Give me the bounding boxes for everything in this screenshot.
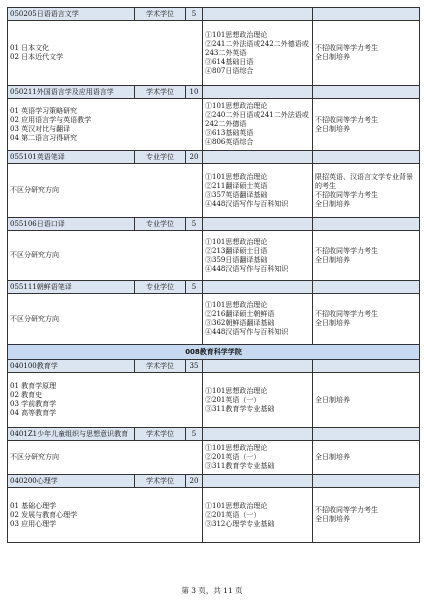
remarks-cell bbox=[313, 441, 420, 475]
major-code-name: 050205日语语言文学 bbox=[8, 8, 135, 21]
exam-subject: ②211翻译硕士英语 bbox=[205, 181, 268, 190]
exam-subject: ③311教育学专业基础 bbox=[205, 462, 275, 470]
major-code-name: 055106日语口译 bbox=[8, 218, 135, 231]
major-header-row bbox=[8, 151, 420, 164]
major-detail-row bbox=[8, 231, 420, 281]
exam-subject: ②213翻译硕士日语 bbox=[205, 246, 268, 255]
remarks-cell bbox=[313, 164, 420, 218]
remark-line: 全日制培养 bbox=[315, 124, 350, 133]
remark-line: 全日制培养 bbox=[315, 395, 350, 404]
exam-subjects-cell bbox=[203, 21, 313, 86]
major-detail-row bbox=[8, 488, 420, 543]
major-code-name: 055101英语笔译 bbox=[8, 151, 135, 164]
major-header-row bbox=[8, 281, 420, 294]
enrollment-quota: 35 bbox=[186, 360, 203, 373]
remarks-cell bbox=[313, 373, 420, 428]
research-direction: 01 基础心理学 bbox=[10, 501, 57, 510]
major-detail-row bbox=[8, 373, 420, 428]
research-direction: 不区分研究方向 bbox=[10, 251, 59, 259]
remark-line: 不招收同等学力考生 bbox=[315, 44, 378, 52]
research-directions-cell bbox=[8, 294, 203, 345]
exam-subject: ③362朝鲜语翻译基础 bbox=[205, 319, 275, 327]
exam-subject: ③357英语翻译基础 bbox=[205, 190, 268, 199]
exam-subject: ①101思想政治理论 bbox=[205, 301, 268, 309]
major-code-name: 055111朝鲜语笔译 bbox=[8, 281, 135, 294]
exam-subject: ②241二外法语或242二外德语或243二外英语 bbox=[205, 39, 309, 57]
degree-type: 学术学位 bbox=[135, 428, 186, 441]
major-header-blank-remarks bbox=[313, 8, 420, 21]
major-header-blank-remarks bbox=[313, 281, 420, 294]
exam-subject: ③613基础英语 bbox=[205, 129, 254, 137]
major-detail-row bbox=[8, 441, 420, 475]
major-header-blank-subjects bbox=[203, 218, 313, 231]
major-header-row bbox=[8, 428, 420, 441]
catalog-body bbox=[8, 8, 420, 543]
research-direction: 02 应用语言学与英语教学 bbox=[10, 115, 92, 124]
remark-line: 全日制培养 bbox=[315, 53, 350, 61]
remark-line: 不招收同等学力考生 bbox=[315, 190, 378, 199]
school-section-row bbox=[8, 345, 420, 360]
exam-subject: ③359日语翻译基础 bbox=[205, 255, 268, 264]
admissions-catalog-table bbox=[7, 7, 420, 543]
research-direction: 02 日本近代文学 bbox=[10, 53, 64, 61]
remarks-cell bbox=[313, 488, 420, 543]
remark-line: 不招收同等学力考生 bbox=[315, 115, 378, 124]
major-detail-row bbox=[8, 99, 420, 151]
major-header-blank-subjects bbox=[203, 475, 313, 488]
exam-subject: ④448汉语写作与百科知识 bbox=[205, 264, 289, 273]
major-detail-row bbox=[8, 164, 420, 218]
enrollment-quota: 5 bbox=[186, 428, 203, 441]
remark-line: 全日制培养 bbox=[315, 319, 350, 327]
major-header-row bbox=[8, 475, 420, 488]
research-direction: 04 第二语言习得研究 bbox=[10, 133, 78, 142]
enrollment-quota: 20 bbox=[186, 475, 203, 488]
enrollment-quota: 5 bbox=[186, 218, 203, 231]
exam-subject: ①101思想政治理论 bbox=[205, 102, 268, 110]
exam-subject: ②216翻译硕士朝鲜语 bbox=[205, 310, 275, 318]
exam-subject: ①101思想政治理论 bbox=[205, 237, 268, 246]
exam-subject: ③614基础日语 bbox=[205, 57, 254, 66]
research-direction: 不区分研究方向 bbox=[10, 453, 59, 461]
exam-subject: ④448汉语写作与百科知识 bbox=[205, 328, 289, 336]
research-directions-cell bbox=[8, 231, 203, 281]
remark-line: 不招收同等学力考生 bbox=[315, 246, 378, 255]
major-header-blank-subjects bbox=[203, 428, 313, 441]
research-directions-cell bbox=[8, 373, 203, 428]
page-footer: 第 3 页，共 11 页 bbox=[181, 586, 243, 595]
exam-subject: ②201英语（一） bbox=[205, 395, 261, 404]
remark-line: 全日制培养 bbox=[315, 453, 350, 461]
exam-subject: ①101思想政治理论 bbox=[205, 172, 268, 181]
exam-subject: ②201英语（一） bbox=[205, 510, 261, 519]
degree-type: 专业学位 bbox=[135, 218, 186, 231]
major-code-name: 0401Z1少年儿童组织与思想意识教育 bbox=[8, 428, 135, 441]
exam-subject: ③312心理学专业基础 bbox=[205, 519, 275, 528]
major-header-blank-subjects bbox=[203, 281, 313, 294]
enrollment-quota: 10 bbox=[186, 86, 203, 99]
major-header-row bbox=[8, 8, 420, 21]
major-header-blank-remarks bbox=[313, 218, 420, 231]
research-directions-cell bbox=[8, 99, 203, 151]
exam-subjects-cell bbox=[203, 294, 313, 345]
major-header-blank-remarks bbox=[313, 86, 420, 99]
research-direction: 01 日本文化 bbox=[10, 44, 50, 52]
research-direction: 03 英汉对比与翻译 bbox=[10, 124, 71, 133]
remarks-cell bbox=[313, 231, 420, 281]
exam-subjects-cell bbox=[203, 373, 313, 428]
remarks-cell bbox=[313, 21, 420, 86]
research-direction: 不区分研究方向 bbox=[10, 186, 59, 194]
exam-subject: ④806英语综合 bbox=[205, 138, 254, 146]
major-header-row bbox=[8, 86, 420, 99]
research-directions-cell bbox=[8, 488, 203, 543]
exam-subjects-cell bbox=[203, 441, 313, 475]
remarks-cell bbox=[313, 99, 420, 151]
remark-line: 不招收同等学力考生 bbox=[315, 506, 378, 514]
major-header-row bbox=[8, 218, 420, 231]
research-direction: 不区分研究方向 bbox=[10, 314, 59, 323]
enrollment-quota: 20 bbox=[186, 151, 203, 164]
exam-subject: ①101思想政治理论 bbox=[205, 386, 268, 395]
exam-subject: ②240二外日语或241二外法语或242二外德语 bbox=[205, 111, 309, 128]
enrollment-quota: 5 bbox=[186, 281, 203, 294]
exam-subjects-cell bbox=[203, 99, 313, 151]
exam-subject: ④448汉语写作与百科知识 bbox=[205, 199, 289, 208]
exam-subjects-cell bbox=[203, 231, 313, 281]
research-direction: 01 英语学习策略研究 bbox=[10, 106, 78, 115]
major-detail-row bbox=[8, 21, 420, 86]
exam-subject: ①101思想政治理论 bbox=[205, 30, 268, 39]
research-directions-cell bbox=[8, 164, 203, 218]
major-header-blank-remarks bbox=[313, 151, 420, 164]
major-header-blank-subjects bbox=[203, 86, 313, 99]
research-direction: 01 教育学原理 bbox=[10, 382, 57, 390]
major-header-blank-remarks bbox=[313, 475, 420, 488]
exam-subject: ①101思想政治理论 bbox=[205, 444, 268, 452]
research-direction: 02 教育史 bbox=[10, 391, 43, 399]
research-direction: 03 学前教育学 bbox=[10, 400, 57, 408]
degree-type: 学术学位 bbox=[135, 360, 186, 373]
major-header-blank-subjects bbox=[203, 360, 313, 373]
remark-line: 全日制培养 bbox=[315, 515, 350, 523]
research-direction: 03 应用心理学 bbox=[10, 519, 57, 528]
major-header-blank-remarks bbox=[313, 428, 420, 441]
major-header-blank-subjects bbox=[203, 8, 313, 21]
remark-line: 全日制培养 bbox=[315, 199, 350, 208]
major-detail-row bbox=[8, 294, 420, 345]
major-header-blank-subjects bbox=[203, 151, 313, 164]
remarks-cell bbox=[313, 294, 420, 345]
remark-line: 限招英语、汉语言文学专业背景的考生 bbox=[315, 172, 413, 190]
degree-type: 学术学位 bbox=[135, 86, 186, 99]
major-code-name: 040200心理学 bbox=[8, 475, 135, 488]
exam-subject: ②201英语（一） bbox=[205, 453, 261, 461]
remark-line: 全日制培养 bbox=[315, 255, 350, 264]
research-directions-cell bbox=[8, 21, 203, 86]
exam-subject: ①101思想政治理论 bbox=[205, 501, 268, 510]
exam-subject: ③311教育学专业基础 bbox=[205, 404, 275, 413]
degree-type: 专业学位 bbox=[135, 151, 186, 164]
research-directions-cell bbox=[8, 441, 203, 475]
degree-type: 学术学位 bbox=[135, 8, 186, 21]
remark-line: 不招收同等学力考生 bbox=[315, 310, 378, 318]
enrollment-quota: 5 bbox=[186, 8, 203, 21]
research-direction: 02 发展与教育心理学 bbox=[10, 510, 78, 519]
exam-subjects-cell bbox=[203, 488, 313, 543]
degree-type: 学术学位 bbox=[135, 475, 186, 488]
exam-subjects-cell bbox=[203, 164, 313, 218]
degree-type: 专业学位 bbox=[135, 281, 186, 294]
exam-subject: ④807日语综合 bbox=[205, 66, 254, 75]
major-header-row bbox=[8, 360, 420, 373]
school-section-title: 008教育科学学院 bbox=[8, 345, 420, 360]
major-header-blank-remarks bbox=[313, 360, 420, 373]
major-code-name: 050211外国语言学及应用语言学 bbox=[8, 86, 135, 99]
research-direction: 04 高等教育学 bbox=[10, 409, 57, 417]
major-code-name: 040100教育学 bbox=[8, 360, 135, 373]
